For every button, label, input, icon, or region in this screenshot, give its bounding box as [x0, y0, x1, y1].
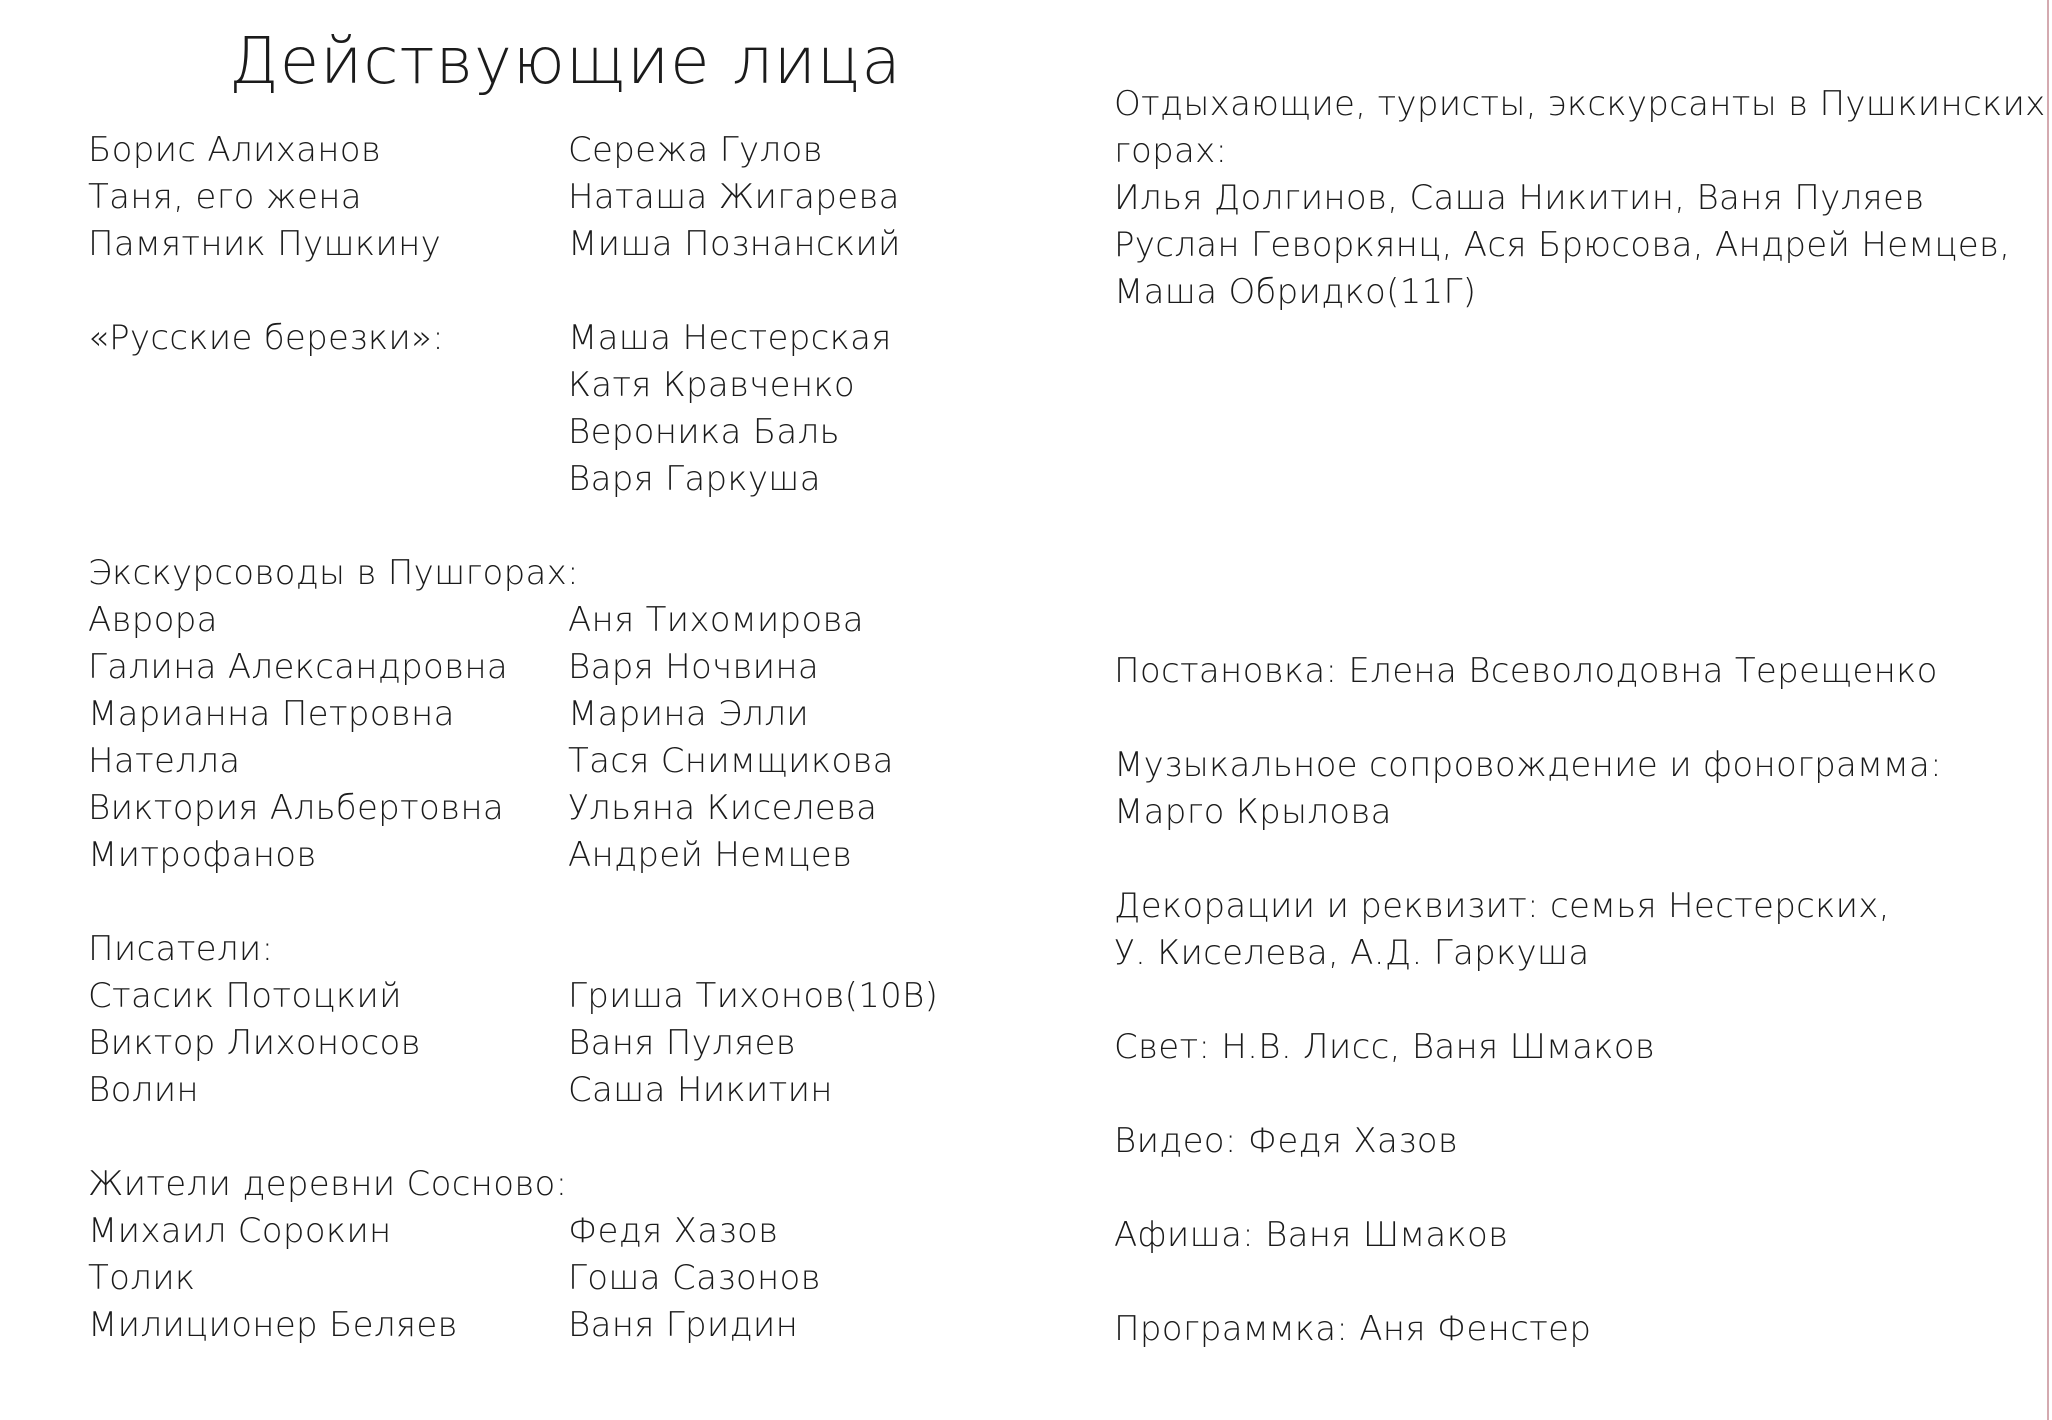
- guide-role: Нателла: [88, 741, 241, 781]
- guide-role: Галина Александровна: [88, 647, 509, 687]
- credit-video: Видео: Федя Хазов: [1114, 1121, 1459, 1161]
- tourists-line: Маша Обридко(11Г): [1114, 272, 1477, 312]
- credit-decorations-names: У. Киселева, А.Д. Гаркуша: [1114, 933, 1590, 973]
- actor-monument: Миша Познанский: [568, 224, 901, 264]
- villager-role: Михаил Сорокин: [88, 1211, 392, 1251]
- credit-music: Музыкальное сопровождение и фонограмма:: [1114, 745, 1942, 785]
- tourists-line: Отдыхающие, туристы, экскурсанты в Пушкинских: [1114, 84, 2046, 124]
- villagers-heading: Жители деревни Сосново:: [88, 1164, 568, 1204]
- guide-actor: Аня Тихомирова: [568, 600, 864, 640]
- actor-tanya: Наташа Жигарева: [568, 177, 900, 217]
- writer-actor: Саша Никитин: [568, 1070, 833, 1110]
- writer-role: Виктор Лихоносов: [88, 1023, 421, 1063]
- birches-heading: «Русские березки»:: [88, 318, 444, 358]
- credit-decorations: Декорации и реквизит: семья Нестерских,: [1114, 886, 1890, 926]
- guide-actor: Андрей Немцев: [568, 835, 853, 875]
- page-title: Действующие лица: [229, 25, 902, 99]
- guide-role: Виктория Альбертовна: [88, 788, 504, 828]
- writer-actor: Ваня Пуляев: [568, 1023, 796, 1063]
- tourists-line: горах:: [1114, 131, 1228, 171]
- villager-actor: Гоша Сазонов: [568, 1258, 821, 1298]
- villager-actor: Ваня Гридин: [568, 1305, 799, 1345]
- role-tanya: Таня, его жена: [88, 177, 362, 217]
- birches-actor: Катя Кравченко: [568, 365, 856, 405]
- role-boris: Борис Алиханов: [88, 130, 382, 170]
- birches-actor: Маша Нестерская: [568, 318, 892, 358]
- birches-actor: Варя Гаркуша: [568, 459, 821, 499]
- writers-heading: Писатели:: [88, 929, 274, 969]
- tourists-line: Руслан Геворкянц, Ася Брюсова, Андрей Немцев,: [1114, 225, 2011, 265]
- villager-role: Милиционер Беляев: [88, 1305, 458, 1345]
- role-monument: Памятник Пушкину: [88, 224, 442, 264]
- villager-role: Толик: [88, 1258, 196, 1298]
- villager-actor: Федя Хазов: [568, 1211, 779, 1251]
- writer-actor: Гриша Тихонов(10В): [568, 976, 939, 1016]
- writer-role: Стасик Потоцкий: [88, 976, 402, 1016]
- guide-role: Аврора: [88, 600, 218, 640]
- tourists-line: Илья Долгинов, Саша Никитин, Ваня Пуляев: [1114, 178, 1925, 218]
- writer-role: Волин: [88, 1070, 199, 1110]
- actor-boris: Сережа Гулов: [568, 130, 823, 170]
- guide-actor: Тася Снимщикова: [568, 741, 894, 781]
- credit-poster: Афиша: Ваня Шмаков: [1114, 1215, 1509, 1255]
- guides-heading: Экскурсоводы в Пушгорах:: [88, 553, 579, 593]
- credit-director: Постановка: Елена Всеволодовна Терещенко: [1114, 651, 1938, 691]
- guide-role: Митрофанов: [88, 835, 317, 875]
- guide-role: Марианна Петровна: [88, 694, 455, 734]
- birches-actor: Вероника Баль: [568, 412, 840, 452]
- credit-music-name: Марго Крылова: [1114, 792, 1392, 832]
- guide-actor: Марина Элли: [568, 694, 809, 734]
- guide-actor: Варя Ночвина: [568, 647, 820, 687]
- credit-light: Свет: Н.В. Лисс, Ваня Шмаков: [1114, 1027, 1656, 1067]
- guide-actor: Ульяна Киселева: [568, 788, 878, 828]
- page-edge-divider: [2047, 0, 2049, 1420]
- credit-program: Программка: Аня Фенстер: [1114, 1309, 1592, 1349]
